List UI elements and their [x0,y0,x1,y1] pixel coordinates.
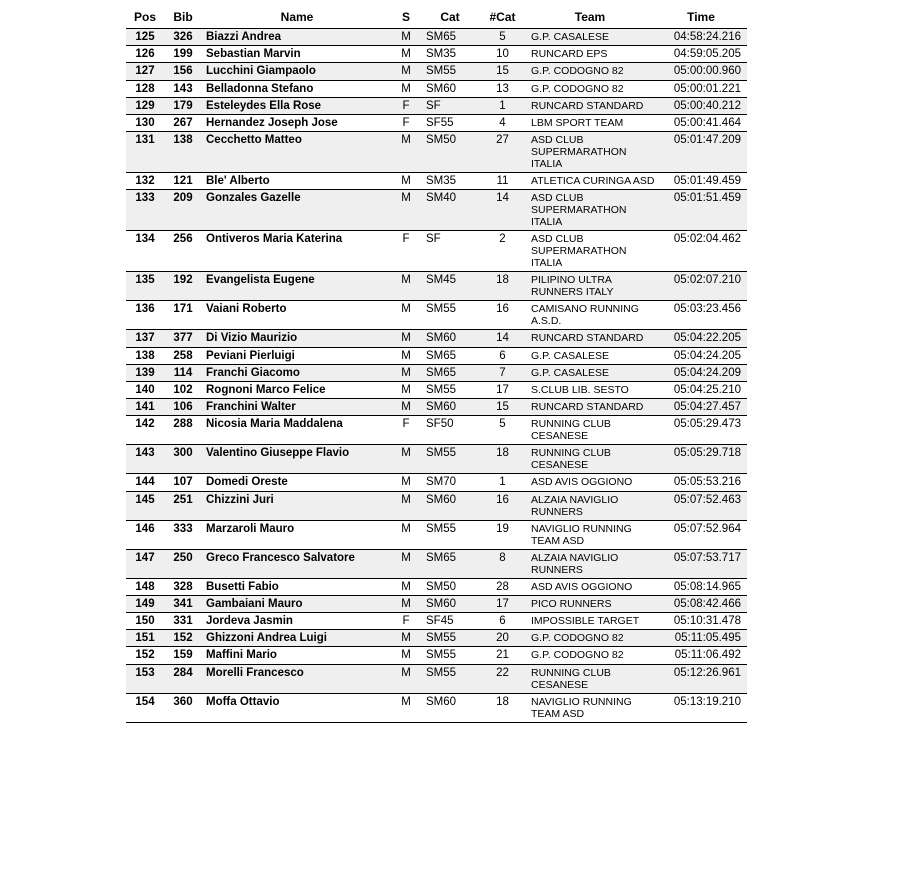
cell-cat-rank: 5 [480,29,525,46]
header-cat: Cat [420,6,480,29]
cell-cat-rank: 19 [480,520,525,549]
cell-sex: M [392,80,420,97]
cell-cat-rank: 11 [480,173,525,190]
cell-cat-rank: 6 [480,347,525,364]
cell-bib: 156 [164,63,202,80]
cell-bib: 121 [164,173,202,190]
cell-name: Esteleydes Ella Rose [202,97,392,114]
cell-bib: 333 [164,520,202,549]
cell-time: 05:01:51.459 [655,190,747,231]
cell-pos: 128 [126,80,164,97]
cell-bib: 152 [164,630,202,647]
table-row [126,474,747,491]
cell-bib: 250 [164,549,202,578]
cell-team: LBM SPORT TEAM [525,115,655,132]
cell-bib: 179 [164,97,202,114]
cell-team: PICO RUNNERS [525,595,655,612]
cell-cat: SM60 [420,693,480,722]
cell-bib: 107 [164,474,202,491]
cell-cat: SF [420,97,480,114]
table-row [126,578,747,595]
cell-cat: SM65 [420,549,480,578]
cell-time: 05:03:23.456 [655,301,747,330]
table-row [126,445,747,474]
cell-name: Lucchini Giampaolo [202,63,392,80]
cell-sex: M [392,382,420,399]
cell-team: G.P. CASALESE [525,29,655,46]
table-row [126,190,747,231]
cell-cat-rank: 8 [480,549,525,578]
cell-pos: 136 [126,301,164,330]
cell-cat-rank: 4 [480,115,525,132]
cell-name: Franchi Giacomo [202,364,392,381]
cell-pos: 126 [126,46,164,63]
cell-team: G.P. CASALESE [525,364,655,381]
cell-name: Hernandez Joseph Jose [202,115,392,132]
cell-cat-rank: 17 [480,382,525,399]
cell-bib: 360 [164,693,202,722]
cell-pos: 145 [126,491,164,520]
cell-name: Valentino Giuseppe Flavio [202,445,392,474]
cell-cat-rank: 27 [480,132,525,173]
cell-cat-rank: 13 [480,80,525,97]
cell-cat-rank: 18 [480,445,525,474]
cell-time: 05:05:29.473 [655,416,747,445]
cell-name: Domedi Oreste [202,474,392,491]
cell-cat: SM65 [420,347,480,364]
cell-sex: M [392,63,420,80]
cell-time: 05:07:53.717 [655,549,747,578]
cell-sex: M [392,132,420,173]
table-row [126,613,747,630]
cell-cat: SM55 [420,382,480,399]
cell-cat-rank: 21 [480,647,525,664]
cell-sex: M [392,474,420,491]
cell-time: 05:04:24.205 [655,347,747,364]
cell-bib: 114 [164,364,202,381]
cell-time: 04:59:05.205 [655,46,747,63]
cell-team: ASD CLUB SUPERMARATHON ITALIA [525,190,655,231]
header-bib: Bib [164,6,202,29]
header-name: Name [202,6,392,29]
cell-bib: 171 [164,301,202,330]
cell-name: Gonzales Gazelle [202,190,392,231]
cell-team: ASD AVIS OGGIONO [525,578,655,595]
table-row [126,520,747,549]
cell-name: Jordeva Jasmin [202,613,392,630]
results-body [126,29,747,723]
cell-sex: M [392,693,420,722]
cell-bib: 199 [164,46,202,63]
table-row [126,382,747,399]
cell-cat: SM55 [420,664,480,693]
cell-sex: F [392,97,420,114]
cell-team: G.P. CASALESE [525,347,655,364]
cell-time: 05:00:41.464 [655,115,747,132]
cell-sex: M [392,347,420,364]
cell-team: RUNCARD EPS [525,46,655,63]
cell-time: 05:02:07.210 [655,272,747,301]
cell-cat: SM50 [420,132,480,173]
cell-bib: 256 [164,231,202,272]
cell-cat: SM35 [420,173,480,190]
table-row [126,115,747,132]
table-row [126,231,747,272]
cell-bib: 300 [164,445,202,474]
cell-team: RUNNING CLUB CESANESE [525,445,655,474]
table-row [126,272,747,301]
cell-team: RUNNING CLUB CESANESE [525,664,655,693]
cell-pos: 148 [126,578,164,595]
cell-pos: 140 [126,382,164,399]
cell-cat: SM40 [420,190,480,231]
cell-pos: 129 [126,97,164,114]
cell-sex: M [392,520,420,549]
cell-cat-rank: 15 [480,399,525,416]
table-row [126,630,747,647]
cell-cat-rank: 5 [480,416,525,445]
cell-team: RUNCARD STANDARD [525,399,655,416]
cell-cat-rank: 20 [480,630,525,647]
cell-team: ATLETICA CURINGA ASD [525,173,655,190]
cell-team: RUNCARD STANDARD [525,330,655,347]
table-row [126,63,747,80]
cell-sex: M [392,445,420,474]
table-row [126,347,747,364]
cell-team: NAVIGLIO RUNNING TEAM ASD [525,693,655,722]
cell-time: 05:04:25.210 [655,382,747,399]
cell-bib: 138 [164,132,202,173]
cell-name: Ontiveros Maria Katerina [202,231,392,272]
table-row [126,595,747,612]
cell-sex: F [392,416,420,445]
cell-time: 05:05:53.216 [655,474,747,491]
cell-pos: 125 [126,29,164,46]
cell-time: 05:07:52.964 [655,520,747,549]
table-row [126,416,747,445]
cell-bib: 159 [164,647,202,664]
cell-cat: SM60 [420,491,480,520]
table-row [126,97,747,114]
cell-pos: 133 [126,190,164,231]
table-row [126,80,747,97]
cell-time: 05:04:24.209 [655,364,747,381]
cell-name: Chizzini Juri [202,491,392,520]
cell-team: G.P. CODOGNO 82 [525,647,655,664]
cell-name: Ghizzoni Andrea Luigi [202,630,392,647]
cell-cat: SM50 [420,578,480,595]
cell-cat: SM60 [420,595,480,612]
cell-cat: SF [420,231,480,272]
cell-cat-rank: 2 [480,231,525,272]
cell-cat-rank: 10 [480,46,525,63]
cell-name: Di Vizio Maurizio [202,330,392,347]
cell-cat: SF50 [420,416,480,445]
cell-sex: F [392,115,420,132]
cell-team: ALZAIA NAVIGLIO RUNNERS [525,549,655,578]
cell-name: Busetti Fabio [202,578,392,595]
cell-cat: SM60 [420,330,480,347]
cell-time: 05:11:05.495 [655,630,747,647]
table-row [126,301,747,330]
cell-cat: SM60 [420,399,480,416]
cell-bib: 377 [164,330,202,347]
header-row [126,6,747,29]
cell-time: 05:05:29.718 [655,445,747,474]
cell-name: Moffa Ottavio [202,693,392,722]
cell-pos: 127 [126,63,164,80]
cell-cat-rank: 18 [480,272,525,301]
cell-sex: M [392,330,420,347]
cell-cat-rank: 1 [480,97,525,114]
cell-bib: 284 [164,664,202,693]
cell-pos: 131 [126,132,164,173]
cell-cat: SF45 [420,613,480,630]
cell-pos: 150 [126,613,164,630]
cell-name: Rognoni Marco Felice [202,382,392,399]
results-table [126,6,747,723]
cell-sex: F [392,231,420,272]
cell-pos: 149 [126,595,164,612]
cell-team: ASD CLUB SUPERMARATHON ITALIA [525,132,655,173]
cell-name: Gambaiani Mauro [202,595,392,612]
cell-name: Peviani Pierluigi [202,347,392,364]
cell-cat: SM55 [420,630,480,647]
table-row [126,173,747,190]
cell-team: ASD CLUB SUPERMARATHON ITALIA [525,231,655,272]
cell-pos: 141 [126,399,164,416]
cell-sex: M [392,301,420,330]
cell-cat: SM55 [420,301,480,330]
cell-sex: M [392,664,420,693]
cell-cat-rank: 14 [480,190,525,231]
cell-time: 05:04:22.205 [655,330,747,347]
table-row [126,132,747,173]
cell-bib: 328 [164,578,202,595]
cell-sex: M [392,595,420,612]
cell-pos: 142 [126,416,164,445]
cell-cat: SM65 [420,364,480,381]
cell-time: 05:00:40.212 [655,97,747,114]
cell-pos: 137 [126,330,164,347]
table-row [126,399,747,416]
cell-team: RUNNING CLUB CESANESE [525,416,655,445]
cell-sex: M [392,578,420,595]
cell-time: 05:08:14.965 [655,578,747,595]
cell-name: Maffini Mario [202,647,392,664]
cell-cat: SM35 [420,46,480,63]
cell-sex: M [392,272,420,301]
cell-bib: 288 [164,416,202,445]
cell-bib: 341 [164,595,202,612]
table-row [126,491,747,520]
cell-time: 05:10:31.478 [655,613,747,630]
cell-cat: SF55 [420,115,480,132]
cell-pos: 138 [126,347,164,364]
cell-pos: 134 [126,231,164,272]
header-cat-rank: #Cat [480,6,525,29]
header-sex: S [392,6,420,29]
cell-name: Vaiani Roberto [202,301,392,330]
table-row [126,364,747,381]
cell-team: G.P. CODOGNO 82 [525,63,655,80]
cell-pos: 147 [126,549,164,578]
cell-bib: 267 [164,115,202,132]
cell-time: 05:01:49.459 [655,173,747,190]
cell-cat: SM55 [420,63,480,80]
table-row [126,664,747,693]
cell-cat: SM45 [420,272,480,301]
cell-sex: M [392,29,420,46]
cell-cat-rank: 7 [480,364,525,381]
cell-pos: 153 [126,664,164,693]
cell-sex: M [392,190,420,231]
cell-pos: 139 [126,364,164,381]
cell-sex: M [392,46,420,63]
cell-pos: 143 [126,445,164,474]
cell-time: 05:01:47.209 [655,132,747,173]
cell-team: ASD AVIS OGGIONO [525,474,655,491]
cell-time: 05:12:26.961 [655,664,747,693]
cell-bib: 106 [164,399,202,416]
cell-cat-rank: 28 [480,578,525,595]
cell-cat: SM60 [420,80,480,97]
table-row [126,29,747,46]
cell-name: Morelli Francesco [202,664,392,693]
cell-sex: M [392,491,420,520]
cell-time: 05:07:52.463 [655,491,747,520]
cell-pos: 135 [126,272,164,301]
cell-sex: M [392,399,420,416]
cell-bib: 102 [164,382,202,399]
cell-name: Marzaroli Mauro [202,520,392,549]
cell-name: Ble' Alberto [202,173,392,190]
cell-cat-rank: 22 [480,664,525,693]
cell-time: 05:02:04.462 [655,231,747,272]
cell-time: 04:58:24.216 [655,29,747,46]
table-row [126,647,747,664]
cell-sex: M [392,647,420,664]
cell-cat: SM55 [420,647,480,664]
cell-team: PILIPINO ULTRA RUNNERS ITALY [525,272,655,301]
cell-name: Greco Francesco Salvatore [202,549,392,578]
cell-sex: M [392,630,420,647]
cell-cat-rank: 6 [480,613,525,630]
table-row [126,693,747,722]
cell-cat-rank: 16 [480,491,525,520]
cell-pos: 130 [126,115,164,132]
cell-name: Nicosia Maria Maddalena [202,416,392,445]
cell-cat-rank: 17 [480,595,525,612]
cell-team: RUNCARD STANDARD [525,97,655,114]
cell-pos: 154 [126,693,164,722]
cell-cat: SM55 [420,520,480,549]
cell-team: CAMISANO RUNNING A.S.D. [525,301,655,330]
table-row [126,330,747,347]
cell-name: Franchini Walter [202,399,392,416]
cell-bib: 326 [164,29,202,46]
cell-time: 05:08:42.466 [655,595,747,612]
table-row [126,549,747,578]
cell-sex: M [392,173,420,190]
cell-name: Evangelista Eugene [202,272,392,301]
table-row [126,46,747,63]
header-time: Time [655,6,747,29]
cell-name: Biazzi Andrea [202,29,392,46]
cell-name: Belladonna Stefano [202,80,392,97]
cell-cat-rank: 16 [480,301,525,330]
cell-team: G.P. CODOGNO 82 [525,630,655,647]
cell-pos: 151 [126,630,164,647]
cell-time: 05:00:01.221 [655,80,747,97]
cell-team: IMPOSSIBLE TARGET [525,613,655,630]
cell-name: Sebastian Marvin [202,46,392,63]
cell-pos: 146 [126,520,164,549]
cell-team: S.CLUB LIB. SESTO [525,382,655,399]
cell-pos: 132 [126,173,164,190]
cell-pos: 152 [126,647,164,664]
cell-cat-rank: 18 [480,693,525,722]
cell-time: 05:13:19.210 [655,693,747,722]
cell-bib: 143 [164,80,202,97]
cell-time: 05:11:06.492 [655,647,747,664]
header-pos: Pos [126,6,164,29]
cell-sex: M [392,364,420,381]
cell-name: Cecchetto Matteo [202,132,392,173]
cell-pos: 144 [126,474,164,491]
cell-bib: 258 [164,347,202,364]
cell-bib: 251 [164,491,202,520]
cell-cat-rank: 14 [480,330,525,347]
header-team: Team [525,6,655,29]
cell-bib: 192 [164,272,202,301]
cell-cat-rank: 15 [480,63,525,80]
cell-team: NAVIGLIO RUNNING TEAM ASD [525,520,655,549]
cell-bib: 331 [164,613,202,630]
cell-cat: SM55 [420,445,480,474]
cell-team: G.P. CODOGNO 82 [525,80,655,97]
cell-bib: 209 [164,190,202,231]
cell-time: 05:00:00.960 [655,63,747,80]
cell-time: 05:04:27.457 [655,399,747,416]
cell-sex: M [392,549,420,578]
cell-sex: F [392,613,420,630]
cell-cat: SM65 [420,29,480,46]
cell-cat: SM70 [420,474,480,491]
cell-cat-rank: 1 [480,474,525,491]
cell-team: ALZAIA NAVIGLIO RUNNERS [525,491,655,520]
